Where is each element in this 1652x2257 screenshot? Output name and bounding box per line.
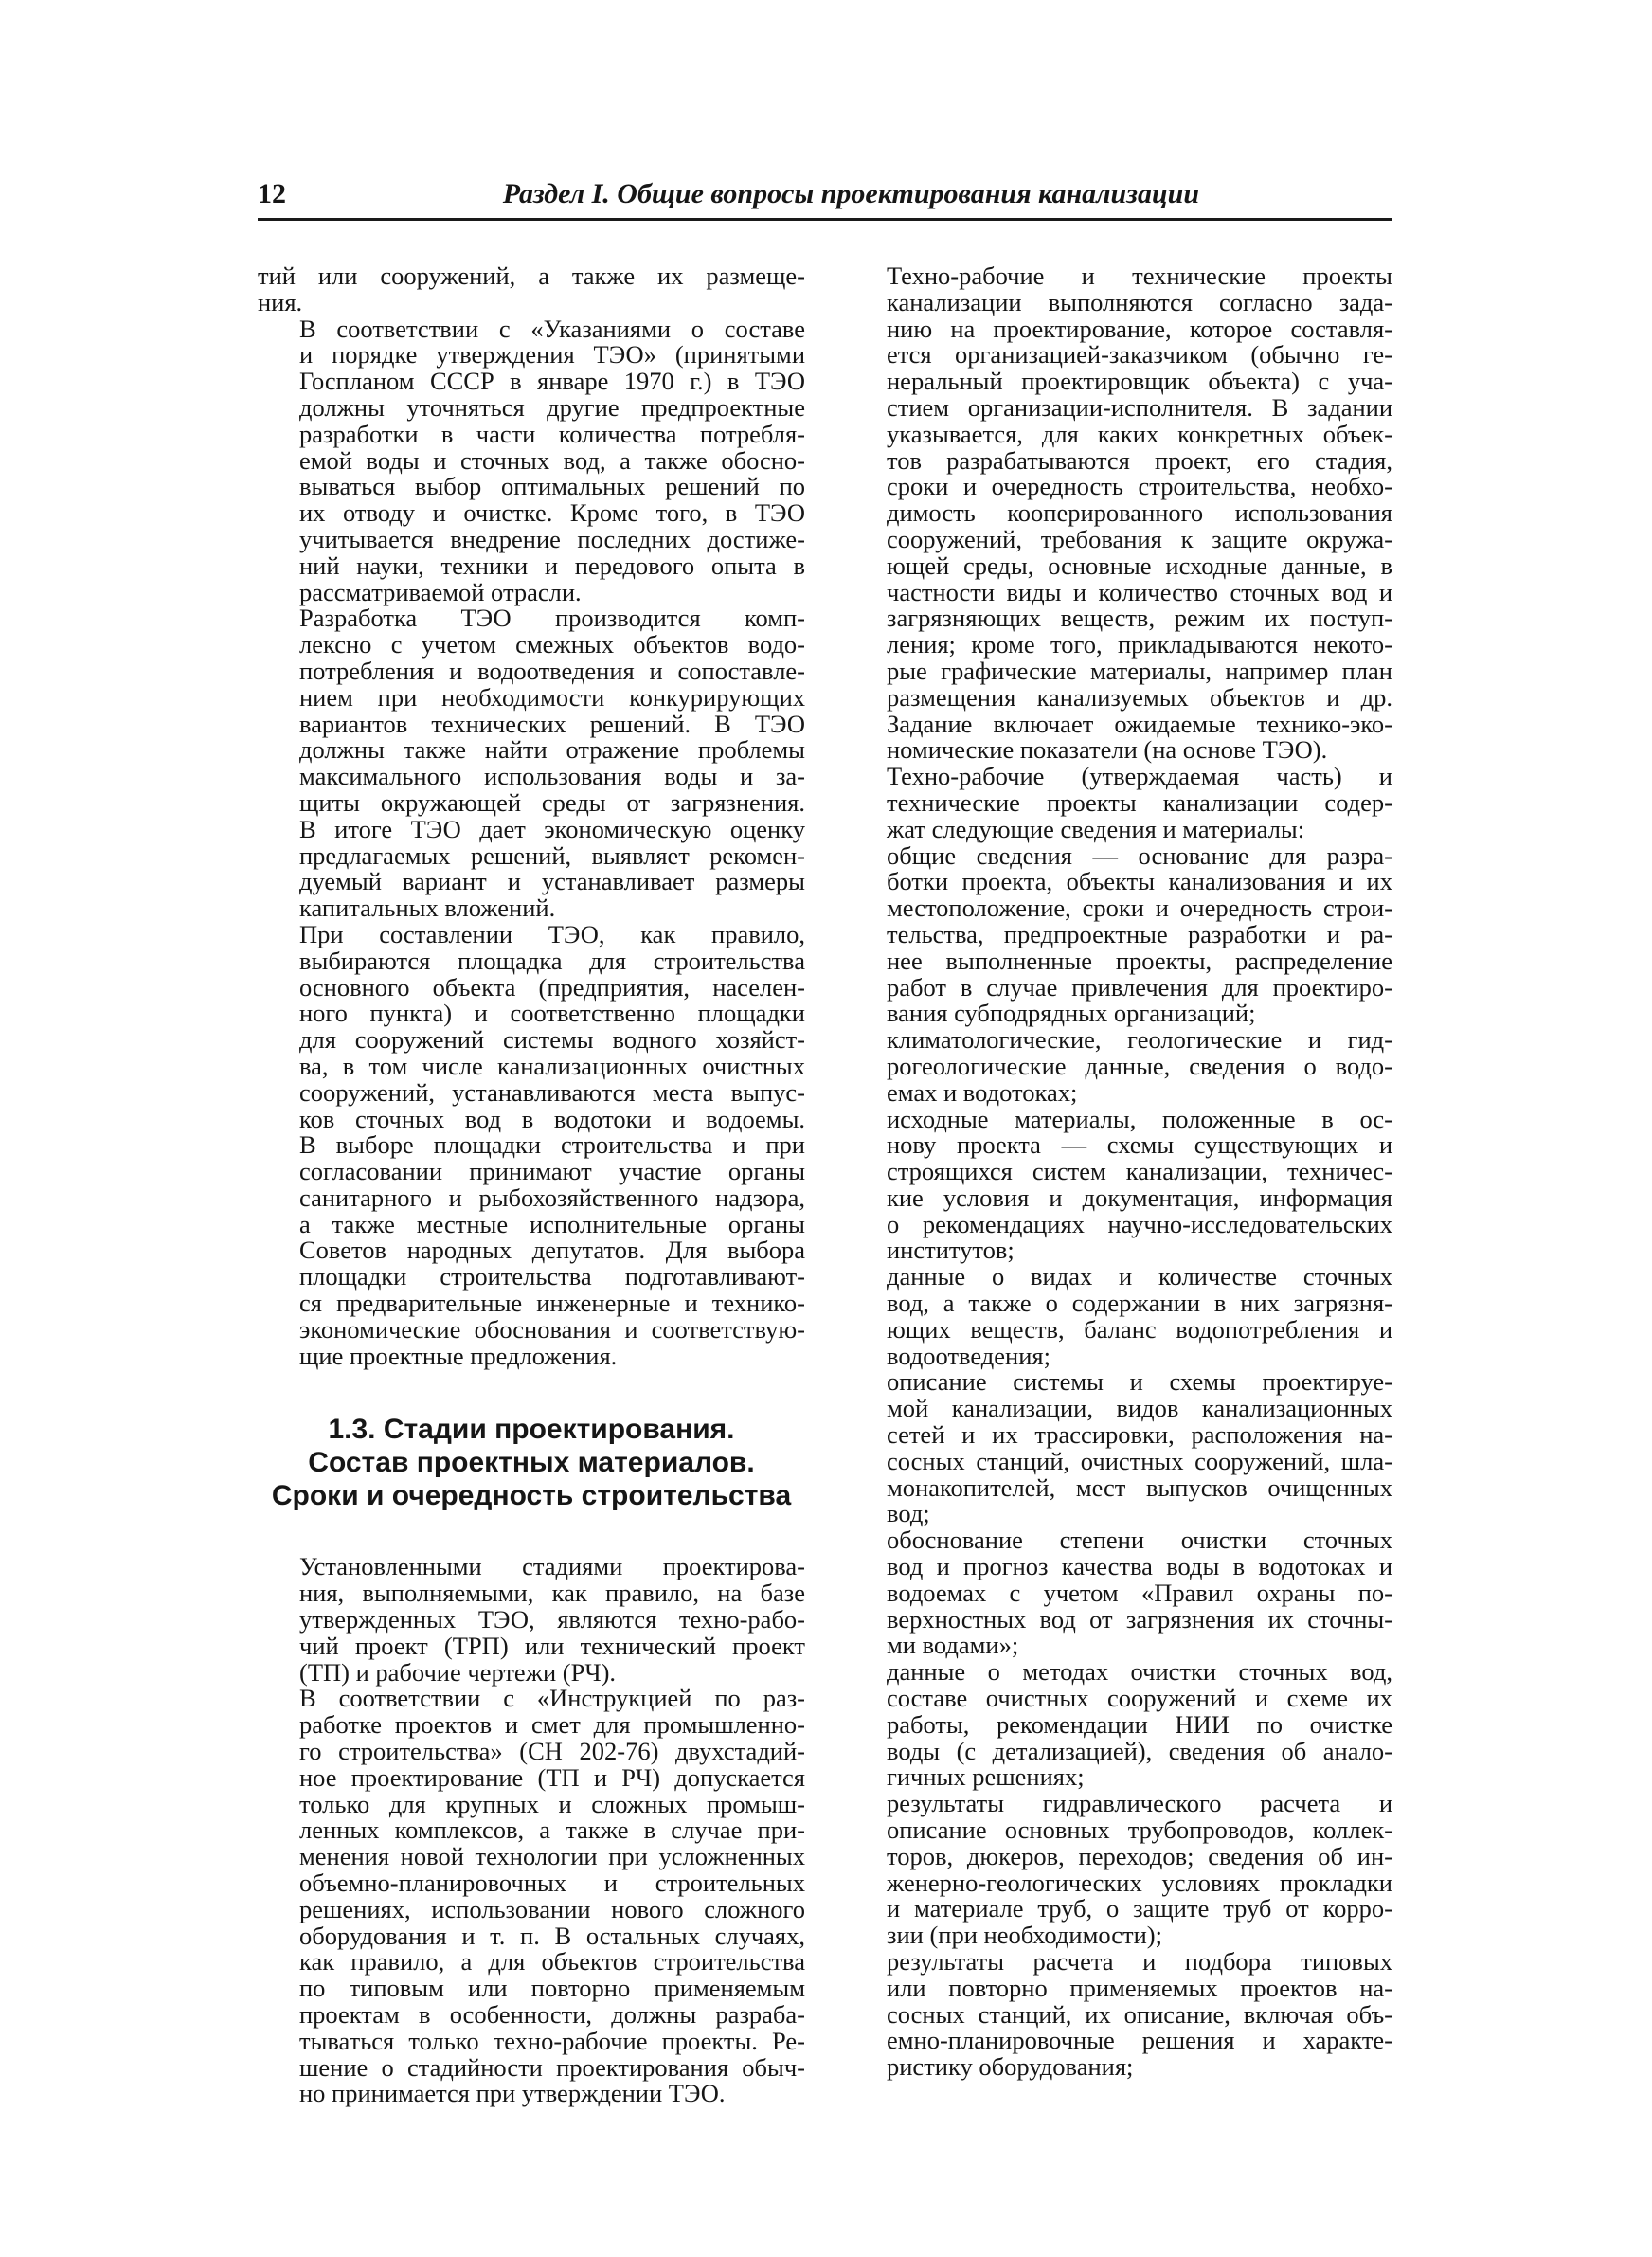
text-line: водоемах с учетом «Правил охраны по- bbox=[887, 1578, 1392, 1607]
text-line: выбираются площадка для строительства bbox=[299, 946, 805, 975]
text-line: сооружений, требования к защите окружа- bbox=[887, 524, 1392, 553]
text-line: Техно-рабочие и технические проекты bbox=[887, 262, 1392, 290]
text-line: загрязняющих веществ, режим их поступ- bbox=[887, 604, 1392, 633]
text-line: (ТП) и рабочие чертежи (РЧ). bbox=[299, 1657, 617, 1687]
text-line: номические показатели (на основе ТЭО). bbox=[887, 735, 1328, 765]
text-line: ется организацией-заказчиком (обычно ге- bbox=[887, 340, 1392, 370]
text-line: нову проекта — схемы существующих и bbox=[887, 1130, 1392, 1160]
text-line: рогеологические данные, сведения о водо- bbox=[887, 1051, 1392, 1080]
text-line: Советов народных депутатов. Для выбора bbox=[299, 1236, 805, 1265]
text-line: данные о видах и количестве сточных bbox=[887, 1262, 1392, 1291]
list-item bbox=[845, 1027, 1392, 1106]
text-line: сроки и очередность строительства, необхо- bbox=[887, 472, 1392, 501]
text-line: обоснование степени очистки сточных bbox=[887, 1526, 1392, 1555]
text-line: капитальных вложений. bbox=[299, 894, 556, 923]
text-line: ления; кроме того, прикладываются некото- bbox=[887, 630, 1392, 659]
text-line: Разработка ТЭО производится комп- bbox=[299, 604, 805, 633]
text-line: менения новой технологии при усложненных bbox=[299, 1842, 805, 1871]
text-line: или повторно применяемых проектов на- bbox=[887, 1973, 1392, 2002]
left-column bbox=[258, 263, 805, 2107]
text-line: При составлении ТЭО, как правило, bbox=[299, 919, 805, 948]
text-line: торов, дюкеров, переходов; сведения об ин- bbox=[887, 1841, 1392, 1870]
text-line: должны уточняться другие предпроектные bbox=[299, 392, 805, 422]
text-line: результаты расчета и подбора типовых bbox=[887, 1947, 1392, 1976]
text-line: ного пункта) и соответственно площадки bbox=[299, 999, 805, 1028]
list-item bbox=[845, 1264, 1392, 1369]
text-line: рые графические материалы, например план bbox=[887, 656, 1392, 685]
text-line: и порядке утверждения ТЭО» (принятыми bbox=[299, 340, 805, 370]
text-line: мой канализации, видов канализационных bbox=[887, 1394, 1392, 1423]
text-line: емно-планировочные решения и характе- bbox=[887, 2026, 1392, 2055]
text-line: указывается, для каких конкретных объек- bbox=[887, 419, 1392, 448]
text-line: как правило, а для объектов строительства bbox=[299, 1947, 805, 1977]
text-line: утвержденных ТЭО, являются техно-рабо- bbox=[299, 1605, 805, 1634]
text-line: а также местные исполнительные органы bbox=[299, 1209, 805, 1238]
text-line: ся предварительные инженерные и технико- bbox=[299, 1289, 805, 1318]
text-line: Установленными стадиями проектирова- bbox=[299, 1552, 805, 1581]
text-line: вод; bbox=[887, 1499, 930, 1528]
text-line: Задание включает ожидаемые технико-эко- bbox=[887, 709, 1392, 738]
text-line: исходные материалы, положенные в ос- bbox=[887, 1104, 1392, 1133]
text-line: сооружений, устанавливаются места выпус- bbox=[299, 1077, 805, 1107]
text-line: шение о стадийности проектирования обыч- bbox=[299, 2052, 805, 2082]
paragraph bbox=[258, 919, 805, 1370]
text-line: по типовым или повторно применяемым bbox=[299, 1974, 805, 2003]
text-line: вод, а также о содержании в них загрязня- bbox=[887, 1289, 1392, 1318]
text-line: работы, рекомендации НИИ по очистке bbox=[887, 1709, 1392, 1739]
text-line: дуемый вариант и устанавливает размеры bbox=[299, 867, 805, 896]
text-line: ботки проекта, объекты канализования и их bbox=[887, 867, 1392, 896]
paragraph bbox=[845, 263, 1392, 764]
right-column bbox=[845, 263, 1392, 2081]
text-line: женерно-геологических условиях прокладки bbox=[887, 1868, 1392, 1897]
text-line: монакопителей, мест выпусков очищенных bbox=[887, 1472, 1392, 1502]
text-line: димость кооперированного использования bbox=[887, 498, 1392, 528]
text-line: санитарного и рыбохозяйственного надзора, bbox=[299, 1183, 805, 1212]
text-line: Техно-рабочие (утверждаемая часть) и bbox=[887, 762, 1392, 791]
paragraph bbox=[258, 263, 805, 316]
paragraph bbox=[258, 1686, 805, 2107]
text-line: учитывается внедрение последних достиже- bbox=[299, 524, 805, 553]
text-line: частности виды и количество сточных вод и bbox=[887, 577, 1392, 606]
running-title: Раздел I. Общие вопросы проектирования канализации bbox=[502, 178, 1199, 209]
text-line: стием организации-исполнителя. В задании bbox=[887, 392, 1392, 422]
text-line: кие условия и документация, информация bbox=[887, 1183, 1392, 1212]
text-line: емах и водотоках; bbox=[887, 1077, 1078, 1107]
text-line: их отводу и очистке. Кроме того, в ТЭО bbox=[299, 498, 805, 528]
text-line: гичных решениях; bbox=[887, 1762, 1085, 1792]
text-line: ния. bbox=[258, 287, 303, 316]
section-heading bbox=[258, 1413, 805, 1512]
paragraph bbox=[258, 605, 805, 922]
text-line: лексно с учетом смежных объектов водо- bbox=[299, 630, 805, 659]
text-line: В соответствии с «Инструкцией по раз- bbox=[299, 1684, 805, 1713]
text-line: составе очистных сооружений и схеме их bbox=[887, 1684, 1392, 1713]
text-line: объемно-планировочных и строительных bbox=[299, 1869, 805, 1898]
text-line: ленных комплексов, а также в случае при- bbox=[299, 1815, 805, 1845]
text-line: тов разрабатываются проект, его стадия, bbox=[887, 445, 1392, 475]
page-number: 12 bbox=[258, 178, 286, 209]
text-line: рассматриваемой отрасли. bbox=[299, 577, 582, 606]
list-item bbox=[845, 1659, 1392, 1791]
text-line: ющих веществ, баланс водопотребления и bbox=[887, 1314, 1392, 1344]
list-item bbox=[845, 1949, 1392, 2081]
text-line: вываться выбор оптимальных решений по bbox=[299, 472, 805, 501]
text-line: ное проектирование (ТП и РЧ) допускается bbox=[299, 1762, 805, 1792]
text-line: нию на проектирование, которое составля- bbox=[887, 314, 1392, 343]
text-line: верхностных вод от загрязнения их сточны- bbox=[887, 1604, 1392, 1634]
paragraph bbox=[258, 316, 805, 606]
heading-line: Состав проектных материалов. bbox=[308, 1447, 755, 1479]
text-line: Госпланом СССР в январе 1970 г.) в ТЭО bbox=[299, 367, 805, 396]
text-line: В выборе площадки строительства и при bbox=[299, 1130, 805, 1160]
text-line: щиты окружающей среды от загрязнения. bbox=[299, 787, 805, 817]
text-line: щие проектные предложения. bbox=[299, 1341, 618, 1370]
text-line: строящихся систем канализации, техничес- bbox=[887, 1157, 1392, 1186]
text-line: должны также найти отражение проблемы bbox=[299, 735, 805, 765]
text-line: зии (при необходимости); bbox=[887, 1921, 1162, 1950]
text-line: о рекомендациях научно-исследовательских bbox=[887, 1209, 1392, 1238]
text-line: ва, в том числе канализационных очистных bbox=[299, 1051, 805, 1080]
header-rule bbox=[258, 218, 1392, 221]
list-item bbox=[845, 1104, 1392, 1265]
list-item bbox=[845, 1527, 1392, 1659]
text-line: основного объекта (предприятия, населен- bbox=[299, 972, 805, 1002]
text-line: но принимается при утверждении ТЭО. bbox=[299, 2079, 726, 2108]
text-line: потребления и водоотведения и сопоставле- bbox=[299, 656, 805, 685]
paragraph bbox=[845, 764, 1392, 842]
text-line: работ в случае привлечения для проектиро- bbox=[887, 972, 1392, 1002]
text-line: оборудования и т. п. В остальных случаях, bbox=[299, 1921, 805, 1950]
text-line: вания субподрядных организаций; bbox=[887, 999, 1256, 1028]
list-item bbox=[845, 1791, 1392, 1949]
text-line: неральный проектировщик объекта) с уча- bbox=[887, 367, 1392, 396]
text-line: В соответствии с «Указаниями о составе bbox=[299, 314, 805, 343]
text-line: проектам в особенности, должны разраба- bbox=[299, 2000, 805, 2030]
text-line: жат следующие сведения и материалы: bbox=[887, 814, 1305, 843]
text-line: ми водами»; bbox=[887, 1631, 1019, 1660]
text-line: В итоге ТЭО дает экономическую оценку bbox=[299, 814, 805, 843]
text-line: тельства, предпроектные разработки и ра- bbox=[887, 919, 1392, 948]
text-line: канализации выполняются согласно зада- bbox=[887, 287, 1392, 316]
list-item bbox=[845, 840, 1392, 1028]
text-line: ристику оборудования; bbox=[887, 2052, 1134, 2082]
text-line: ков сточных вод в водотоки и водоемы. bbox=[299, 1104, 805, 1133]
text-line: согласовании принимают участие органы bbox=[299, 1157, 805, 1186]
text-line: емой воды и сточных вод, а также обосно- bbox=[299, 445, 805, 475]
text-line: водоотведения; bbox=[887, 1341, 1050, 1370]
text-line: описание системы и схемы проектируе- bbox=[887, 1367, 1392, 1397]
text-line: данные о методах очистки сточных вод, bbox=[887, 1657, 1392, 1687]
text-line: и материале труб, о защите труб от корро- bbox=[887, 1894, 1392, 1923]
text-line: описание основных трубопроводов, коллек- bbox=[887, 1815, 1392, 1845]
text-line: результаты гидравлического расчета и bbox=[887, 1789, 1392, 1818]
heading-line: 1.3. Стадии проектирования. bbox=[328, 1414, 735, 1446]
text-line: только для крупных и сложных промыш- bbox=[299, 1789, 805, 1818]
text-line: максимального использования воды и за- bbox=[299, 762, 805, 791]
text-line: сетей и их трассировки, расположения на- bbox=[887, 1420, 1392, 1450]
text-line: ющей среды, основные исходные данные, в bbox=[887, 551, 1392, 580]
text-line: предлагаемых решений, выявляет рекомен- bbox=[299, 840, 805, 870]
text-line: местоположение, сроки и очередность строи- bbox=[887, 894, 1392, 923]
text-line: разработки в части количества потребля- bbox=[299, 419, 805, 448]
text-line: тываться только техно-рабочие проекты. Ре- bbox=[299, 2026, 805, 2055]
text-line: работке проектов и смет для промышленно- bbox=[299, 1710, 805, 1740]
text-line: вод и прогноз качества воды в водотоках и bbox=[887, 1552, 1392, 1581]
text-line: институтов; bbox=[887, 1236, 1015, 1265]
list-item bbox=[845, 1369, 1392, 1527]
text-line: вариантов технических решений. В ТЭО bbox=[299, 709, 805, 738]
text-line: чий проект (ТРП) или технический проект bbox=[299, 1631, 805, 1660]
text-line: ния, выполняемыми, как правило, на базе bbox=[299, 1579, 805, 1608]
text-line: решениях, использовании нового сложного bbox=[299, 1894, 805, 1923]
text-line: общие сведения — основание для разра- bbox=[887, 840, 1392, 870]
text-line: сосных станций, очистных сооружений, шла- bbox=[887, 1446, 1392, 1475]
text-line: сосных станций, их описание, включая объ- bbox=[887, 1999, 1392, 2029]
text-line: экономические обоснования и соответствую- bbox=[299, 1314, 805, 1344]
text-line: ний науки, техники и передового опыта в bbox=[299, 551, 805, 580]
text-line: воды (с детализацией), сведения об анало- bbox=[887, 1736, 1392, 1765]
text-line: площадки строительства подготавливают- bbox=[299, 1262, 805, 1291]
text-line: го строительства» (СН 202-76) двухстадий- bbox=[299, 1737, 805, 1766]
text-line: для сооружений системы водного хозяйст- bbox=[299, 1025, 805, 1055]
text-line: климатологические, геологические и гид- bbox=[887, 1025, 1392, 1055]
text-line: нее выполненные проекты, распределение bbox=[887, 946, 1392, 975]
text-line: технические проекты канализации содер- bbox=[887, 787, 1392, 817]
text-line: тий или сооружений, а также их размеще- bbox=[258, 262, 805, 290]
paragraph bbox=[258, 1554, 805, 1686]
text-line: размещения канализуемых объектов и др. bbox=[887, 682, 1392, 712]
heading-line: Сроки и очередность строительства bbox=[271, 1480, 792, 1512]
text-line: нием при необходимости конкурирующих bbox=[299, 682, 805, 712]
